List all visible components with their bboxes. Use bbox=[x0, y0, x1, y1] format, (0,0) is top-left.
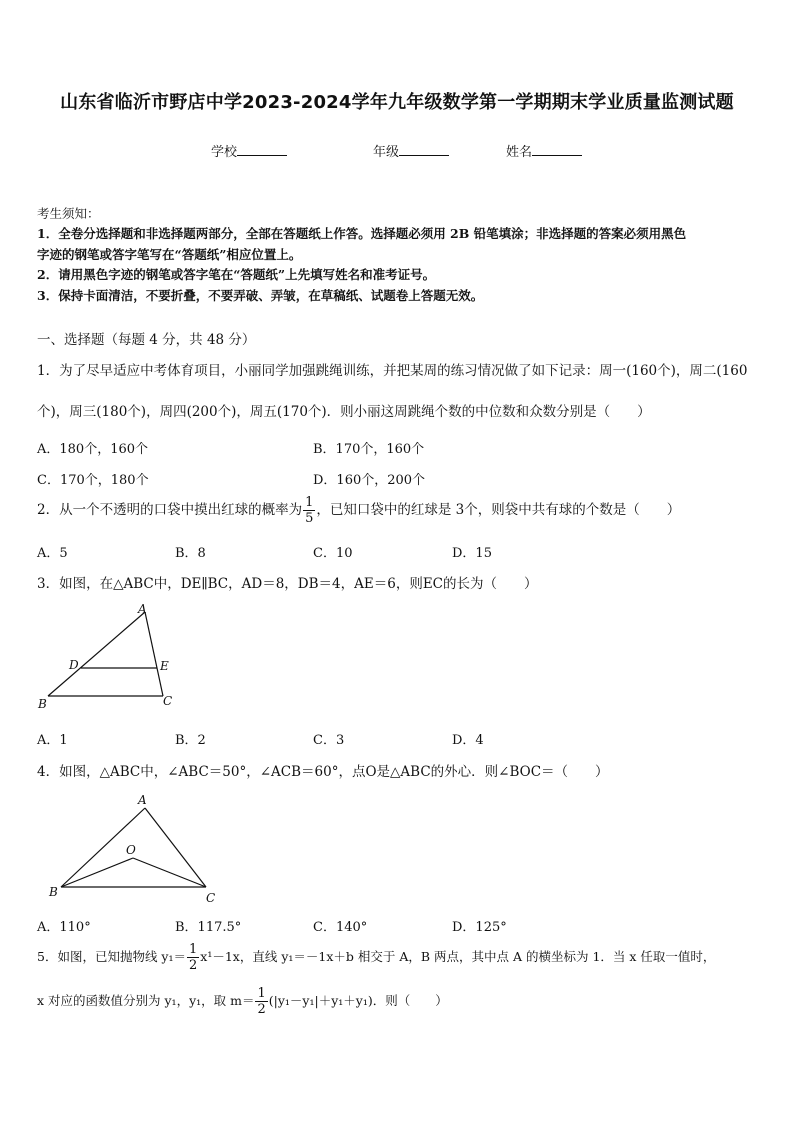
notice-heading: 考生须知： bbox=[37, 206, 100, 221]
q1-line2: 个)，周三(180个)，周四(200个)，周五(170个)．则小丽这周跳绳个数的中位数和众数分别是（ ） bbox=[37, 404, 651, 420]
q2-frac-den: 5 bbox=[305, 511, 314, 526]
q5-fraction-1 bbox=[187, 943, 199, 972]
q4-label-o: O bbox=[126, 843, 136, 857]
q5-frac1-num: 1 bbox=[189, 942, 198, 957]
q3-option-b: B．2 bbox=[175, 733, 206, 748]
q2-option-c: C．10 bbox=[313, 546, 353, 561]
q2-option-a: A．5 bbox=[37, 546, 68, 561]
q2-pre: 2．从一个不透明的口袋中摸出红球的概率为 bbox=[37, 502, 303, 518]
q3-option-c: C．3 bbox=[313, 733, 345, 748]
school-label: 学校 bbox=[211, 145, 238, 160]
q4-text: 4．如图，△ABC中，∠ABC＝50°，∠ACB＝60°，点O是△ABC的外心．则∠BOC＝（ ） bbox=[37, 764, 609, 780]
notice-item-3: 3．保持卡面清洁，不要折叠，不要弄破、弄皱，在草稿纸、试题卷上答题无效。 bbox=[37, 288, 484, 303]
q5-line1 bbox=[37, 943, 715, 972]
school-field bbox=[211, 141, 287, 160]
q4-label-b: B bbox=[49, 885, 58, 899]
q4-triangle-figure bbox=[40, 790, 230, 908]
q4-label-c: C bbox=[206, 891, 216, 905]
name-field bbox=[506, 141, 582, 160]
q3-label-b: B bbox=[38, 697, 47, 711]
notice-item-1: 1．全卷分选择题和非选择题两部分，全部在答题纸上作答。选择题必须用 2B 铅笔填涂；非选择题的答案必须用黑色 bbox=[37, 226, 687, 241]
q5-frac1-den: 2 bbox=[189, 958, 198, 973]
q1-option-c: C．170个，180个 bbox=[37, 473, 149, 488]
q5-pre: 5．如图，已知抛物线 y₁＝ bbox=[37, 949, 186, 964]
q3-label-e: E bbox=[160, 659, 169, 673]
q4-option-d: D．125° bbox=[452, 920, 507, 935]
q2-fraction bbox=[303, 496, 315, 525]
q4-option-a: A．110° bbox=[37, 920, 91, 935]
q2-option-b: B．8 bbox=[175, 546, 206, 561]
q1-option-b: B．170个，160个 bbox=[313, 442, 425, 457]
q2-option-d: D．15 bbox=[452, 546, 492, 561]
name-label: 姓名 bbox=[506, 145, 533, 160]
q1-line1: 1．为了尽早适应中考体育项目，小丽同学加强跳绳训练，并把某周的练习情况做了如下记录：周一(160个)，周二(160 bbox=[37, 363, 748, 379]
q1-option-a: A．180个，160个 bbox=[37, 442, 149, 457]
q2-frac-num: 1 bbox=[305, 495, 314, 510]
school-blank bbox=[237, 143, 287, 156]
notice-item-1-cont: 字迹的钢笔或答字笔写在“答题纸”相应位置上。 bbox=[37, 247, 302, 262]
q5-mid: x¹－1x，直线 y₁＝－1x＋b 相交于 A，B 两点，其中点 A 的横坐标为 1．当 x 任取一值时， bbox=[200, 949, 716, 964]
grade-blank bbox=[399, 143, 449, 156]
q3-side-ac bbox=[145, 612, 163, 696]
q5-line2 bbox=[37, 987, 448, 1016]
page-title: 山东省临沂市野店中学2023-2024学年九年级数学第一学期期末学业质量监测试题 bbox=[60, 92, 734, 113]
q2-text bbox=[37, 496, 680, 525]
q3-option-a: A．1 bbox=[37, 733, 68, 748]
q4-segment-bo bbox=[61, 858, 133, 887]
q4-option-b: B．117.5° bbox=[175, 920, 242, 935]
q5-line2-post: (|y₁－y₁|＋y₁＋y₁)．则（ ） bbox=[268, 993, 448, 1008]
q3-label-d: D bbox=[69, 658, 79, 672]
grade-label: 年级 bbox=[373, 145, 400, 160]
q2-post: ，已知口袋中的红球是 3个，则袋中共有球的个数是（ ） bbox=[316, 502, 681, 518]
notice-item-2: 2．请用黑色字迹的钢笔或答字笔在“答题纸”上先填写姓名和准考证号。 bbox=[37, 267, 436, 282]
q4-option-c: C．140° bbox=[313, 920, 368, 935]
q5-frac2-num: 1 bbox=[257, 986, 266, 1001]
q3-side-ab bbox=[48, 612, 145, 696]
name-blank bbox=[532, 143, 582, 156]
section-heading: 一、选择题（每题 4 分，共 48 分） bbox=[37, 332, 256, 348]
q3-option-d: D．4 bbox=[452, 733, 484, 748]
grade-field bbox=[373, 141, 449, 160]
q4-label-a: A bbox=[138, 793, 147, 807]
q5-line2-pre: x 对应的函数值分别为 y₁，y₁，取 m＝ bbox=[37, 993, 255, 1008]
q3-triangle-figure bbox=[30, 598, 190, 714]
q3-label-c: C bbox=[163, 694, 173, 708]
q5-frac2-den: 2 bbox=[257, 1002, 266, 1017]
q3-label-a: A bbox=[138, 602, 147, 616]
q5-fraction-2 bbox=[255, 987, 267, 1016]
q1-option-d: D．160个，200个 bbox=[313, 473, 426, 488]
q3-text: 3．如图，在△ABC中，DE∥BC，AD＝8，DB＝4，AE＝6，则EC的长为（ ） bbox=[37, 576, 538, 592]
